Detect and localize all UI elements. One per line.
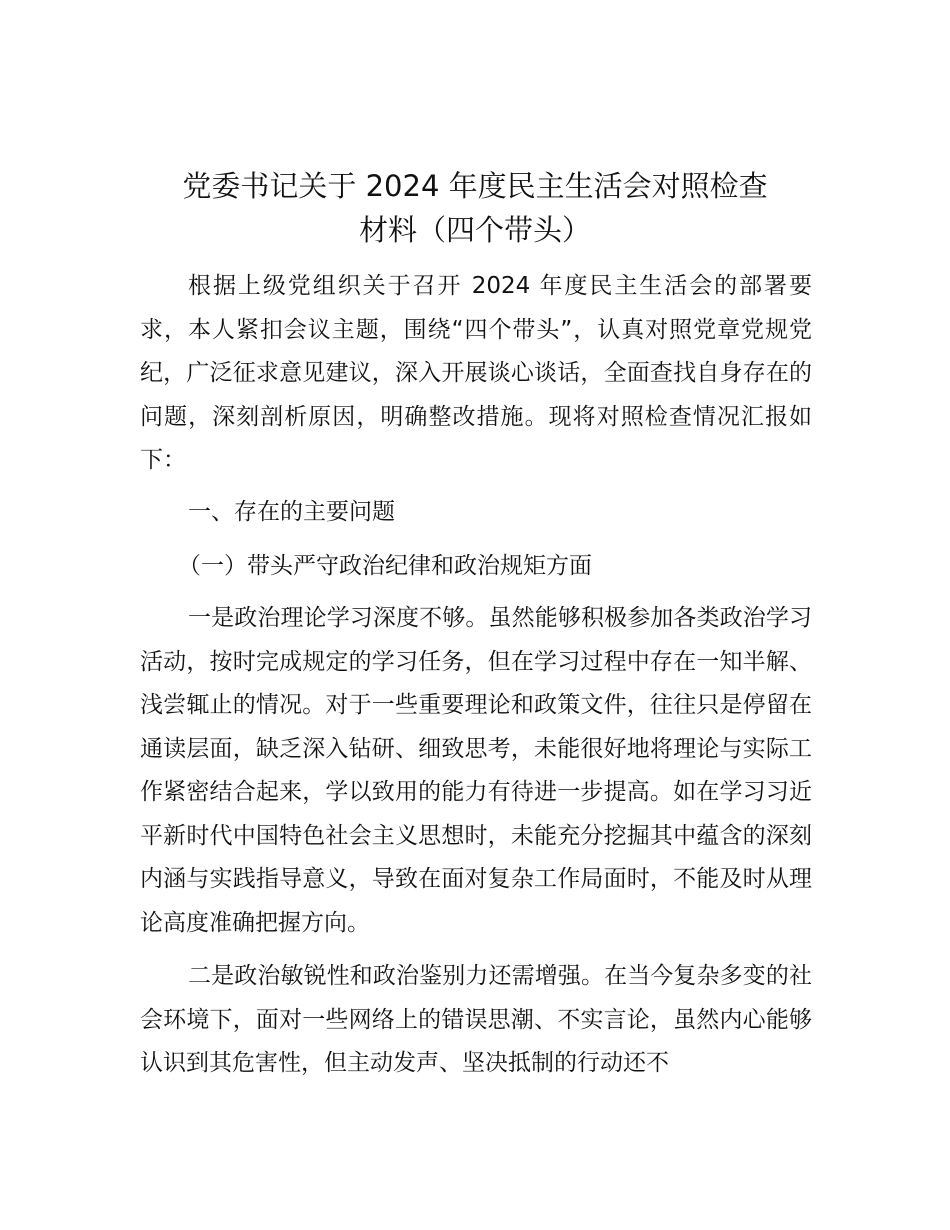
paragraph-point-one: 一是政治理论学习深度不够。虽然能够积极参加各类政治学习活动，按时完成规定的学习任务，但在学习过程中存在一知半解、浅尝辄止的情况。对于一些重要理论和政策文件，往往只是停留在通读层面，缺乏深入钻研、细致思考，未能很好地将理论与实际工作紧密结合起来，学以致用的能力有待进一步提高。如在学习习近平新时代中国特色社会主义思想时，未能充分挖掘其中蕴含的深刻内涵与实践指导意义，导致在面对复杂工作局面时，不能及时从理论高度准确把握方向。 — [140, 605, 812, 936]
document-title-line-2: 材料（四个带头） — [358, 213, 591, 247]
section-heading-main-problems: 一、存在的主要问题 — [188, 499, 395, 525]
paragraph-point-two: 二是政治敏锐性和政治鉴别力还需增强。在当今复杂多变的社会环境下，面对一些网络上的错误思潮、不实言论，虽然内心能够认识到其危害性，但主动发声、坚决抵制的行动还不 — [140, 963, 812, 1076]
document-title-line-1: 党委书记关于 2024 年度民主生活会对照检查 — [182, 169, 768, 203]
intro-paragraph: 根据上级党组织关于召开 2024 年度民主生活会的部署要求，本人紧扣会议主题，围绕“四个带头”，认真对照党章党规党纪，广泛征求意见建议，深入开展谈心谈话，全面查找自身存在的问题，深刻剖析原因，明确整改措施。现将对照检查情况汇报如下： — [140, 273, 812, 473]
subsection-heading-political-discipline: （一）带头严守政治纪律和政治规矩方面 — [178, 553, 592, 579]
